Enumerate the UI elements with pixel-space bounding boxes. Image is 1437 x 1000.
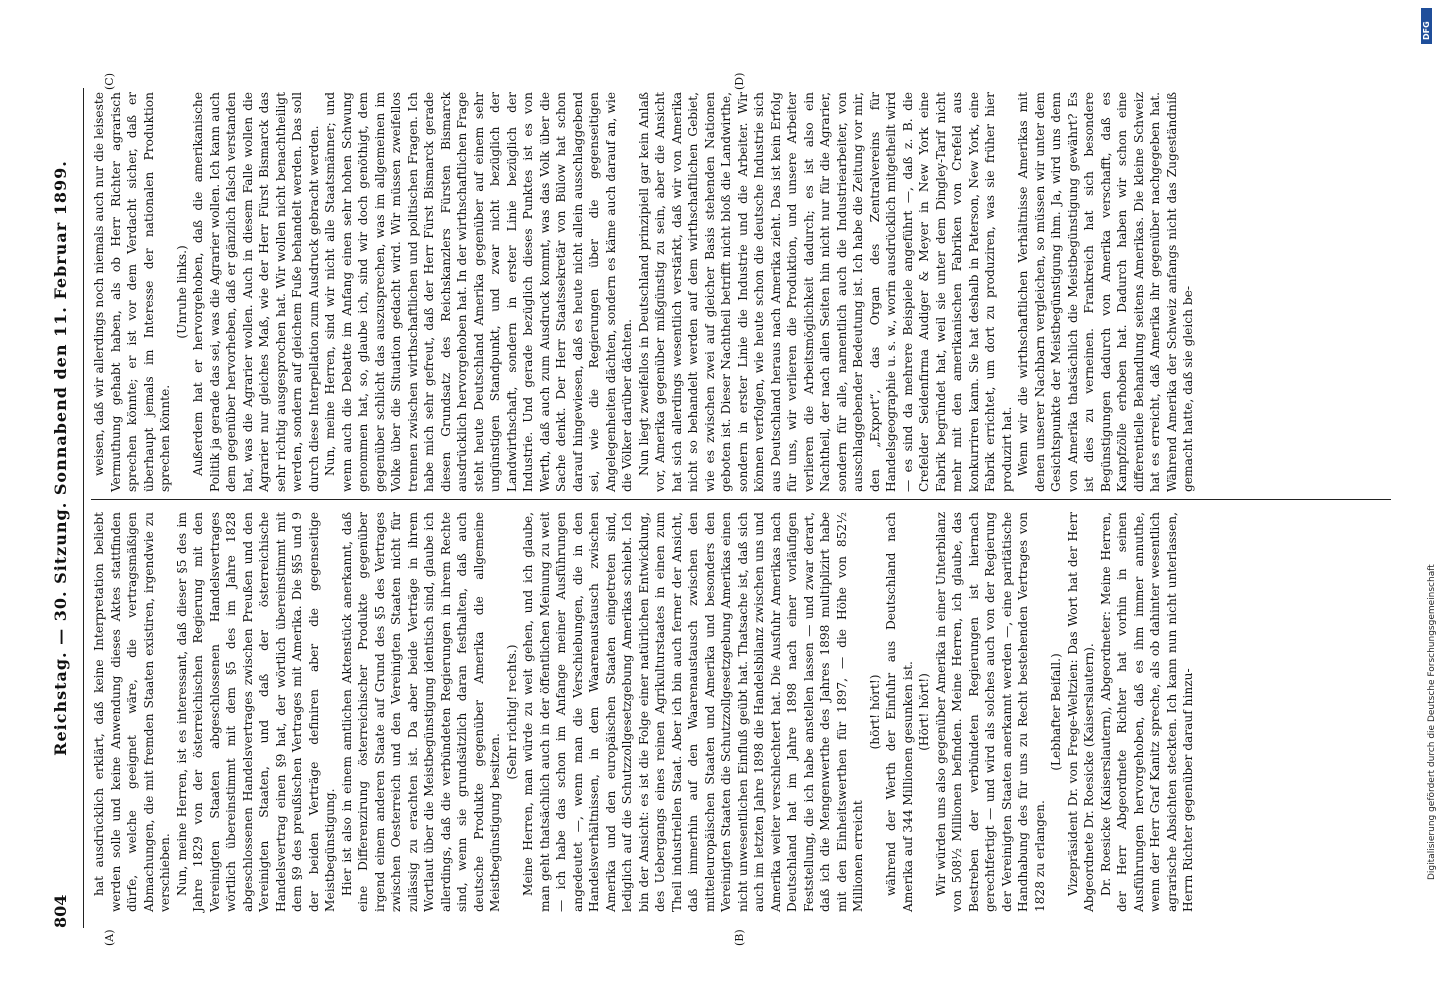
paragraph: Dr. Roesicke (Kaiserslautern), Abgeordneter: Meine Herren, der Herr Abgeordnete Richter hat vorhin in seinen Ausführungen hervorgehoben, daß es ihm immer annuthe, wenn der Herr Graf Kanitz spreche, als ob dahinter wesentlich agrarische Absichten steckten. Ich kann nun nicht unterlassen, Herrn Richter gegenüber darauf hinzu- bbox=[1098, 512, 1195, 912]
interjection: (Unruhe links.) bbox=[174, 245, 189, 339]
paragraph: Wir würden uns also gegenüber Amerika in einer Unterbilanz von 508½ Millionen befinden. Meine Herren, ich glaube, das Bestreben der verbündeten Regierungen ist hiernach gerechtfertigt — und wird als solches auch von der Regierung der Vereinigten Staaten anerkannt werden —, eine paritätische Handhabung des für uns zu Recht bestehenden Vertrages von 1828 zu erlangen. bbox=[933, 512, 1047, 912]
page-header bbox=[43, 88, 79, 928]
paragraph: Wenn wir die wirthschaftlichen Verhältnisse Amerikas mit denen unserer Nachbarn vergleichen, so müssen wir unter dem Gesichtspunkte der Meistbegünstigung ihm. Ja, wird uns denn von Amerika thatsächlich die Meistbegünstigung gewährt? Es ist dies zu verneinen. Frankreich hat sich besondere Begünstigungen dadurch von Amerika verschafft, daß es Kampfzölle erhoben hat. Dadurch haben wir schon eine differentielle Behandlung seitens Amerikas. Die kleine Schweiz hat es erreicht, daß Amerika ihr gegenüber nachgegeben hat. Während Amerika der Schweiz anfangs nicht das Zugeständniß gemacht hatte, daß sie gleich be- bbox=[1016, 92, 1195, 492]
paragraph: Meine Herren, man würde zu weit gehen, und ich glaube, man geht thatsächlich auch in der öffentlichen Meinung zu weit — ich habe das schon im Anfange meiner Ausführungen angedeutet —, wenn man die Verschiebungen, die in den Handelsverhältnissen, in dem Waarenaustausch zwischen Amerika und den europäischen Staaten eingetreten sind, lediglich auf die Schutzzollgesetzgebung Amerikas schiebt. Ich bin der Ansicht: es ist die Folge einer natürlichen Entwicklung, des Uebergangs eines reinen Agrikulturstaates in einen zum Theil industriellen Staat. Aber ich bin auch ferner der Ansicht, daß immerhin auf den Waarenaustausch zwischen den mitteleuropäischen Staaten und Amerika und besonders den Vereinigten Staaten die Schutzzollgesetzgebung Amerikas einen nicht unwesentlichen Einfluß geübt hat. Thatsache ist, daß sich auch im letzten Jahre 1898 die Handelsbilanz zwischen uns und Amerika weiter verschlechtert hat. Die Ausfuhr Amerikas nach Deutschland hat im Jahre 1898 nach einer vorläufigen Feststellung, die ich habe anstellen lassen — und zwar derart, daß ich die Mengenwerthe des Jahres 1898 multiplizirt habe mit den Einheitswerthen für 1897, — die Höhe von 852½ Millionen erreicht bbox=[521, 512, 865, 912]
interjection: (Hört! hört!) bbox=[917, 673, 931, 751]
paragraph: Vizepräsident Dr. von Frege-Weltzien: Das Wort hat der Herr Abgeordnete Dr. Roesicke (Kaiserslautern). bbox=[1065, 512, 1096, 912]
page-title: Reichstag. — 30. Sitzung. Sonnabend den 11. Februar 1899. bbox=[51, 160, 70, 756]
paragraph: Außerdem hat er hervorgehoben, daß die amerikanische Politik ja gerade das sei, was die Agrarier wollen. Ich kann auch dem gegenüber hervorheben, daß er gänzlich falsch verstanden hat, was die Agrarier wollen. Auch in diesem Falle wollen die Agrarier nur gleiches Maß, wie der Herr Fürst Bismarck das sehr richtig ausgesprochen hat. Wir wollen nicht benachtheiligt werden, sondern auf gleichem Fuße behandelt werden. Das soll durch diese Interpellation zum Ausdruck gebracht werden. bbox=[191, 92, 321, 492]
page-number: 804 bbox=[51, 894, 70, 928]
digitization-credit: Digitalisierung gefördert durch die Deutsche Forschungsgemeinschaft bbox=[1427, 564, 1437, 880]
paragraph: Nun, meine Herren, sind wir nicht alle Staatsmänner; und wenn auch die Debatte im Anfang einen sehr hohen Schwung genommen hat, so, glaube ich, sind wir doch genöthigt, dem gegenüber schlicht das auszusprechen, was im allgemeinen im Volke über die Situation gedacht wird. Wir müssen zweifellos trennen zwischen wirthschaftlichen und politischen Fragen. Ich habe mich sehr gefreut, daß der Herr Fürst Bismarck gerade diesen Grundsatz des Reichskanzlers Fürsten Bismarck ausdrücklich hervorgehoben hat. In der wirthschaftlichen Frage steht heute Deutschland Amerika gegenüber auf einem sehr ungünstigen Standpunkt, und zwar nicht bezüglich der Landwirthschaft, sondern in erster Linie bezüglich der Industrie. Und gerade bezüglich dieses Punktes ist es von Werth, daß auch zum Ausdruck kommt, was das Volk über die Sache denkt. Der Herr Staatssekretär von Bülow hat schon darauf hingewiesen, daß es heute nicht allein ausschlaggebend sei, wie die Regierungen über die gegenseitigen Angelegenheiten dächten, sondern es käme auch darauf an, wie die Völker darüber dächten. bbox=[323, 92, 634, 492]
margin-marker-a: (A) bbox=[103, 929, 116, 946]
margin-marker-c: (C) bbox=[103, 73, 116, 90]
dfg-logo: DFG bbox=[1421, 8, 1432, 44]
column-divider bbox=[91, 499, 1391, 500]
interjection: (hört! hört!) bbox=[867, 674, 882, 750]
paragraph: Hier ist also in einem amtlichen Aktenstück anerkannt, daß eine Differenzirung österreichischer Produkte gegenüber irgend einem anderen Staate auf Grund des §5 des Vertrages zwischen Oesterreich und den Vereinigten Staaten nicht für zulässig zu erachten ist. Da aber beide Verträge in ihrem Wortlaut über die Meistbegünstigung identisch sind, glaube ich allerdings, daß die verbündeten Regierungen in ihrem Rechte sind, wenn sie grundsätzlich daran festhalten, daß auch deutsche Produkte gegenüber Amerika die allgemeine Meistbegünstigung besitzen. bbox=[339, 512, 502, 912]
paragraph: während der Werth der Einfuhr aus Deutschland nach Amerika auf 344 Millionen gesunken ist. bbox=[884, 512, 915, 912]
text-column-left bbox=[91, 512, 1391, 912]
margin-marker-b: (B) bbox=[733, 929, 746, 946]
rotated-page bbox=[43, 68, 1403, 948]
interjection: (Sehr richtig! rechts.) bbox=[504, 644, 519, 780]
header-rule bbox=[83, 88, 84, 928]
interjection: (Lebhafter Beifall.) bbox=[1049, 653, 1063, 771]
text-column-right bbox=[91, 92, 1391, 492]
paragraph: Nun, meine Herren, ist es interessant, daß dieser §5 des im Jahre 1829 von der österreichischen Regierung mit den Vereinigten Staaten abgeschlossenen Handelsvertrages wörtlich übereinstimmt mit dem §5 des im Jahre 1828 abgeschlossenen Handelsvertrages zwischen Preußen und den Vereinigten Staaten, und daß der österreichische Handelsvertrag einen §9 hat, der wörtlich übereinstimmt mit dem §9 des preußischen Vertrages mit Amerika. Die §§5 und 9 der beiden Verträge definiren aber die gegenseitige Meistbegünstigung. bbox=[174, 512, 337, 912]
margin-marker-d: (D) bbox=[733, 72, 746, 90]
paragraph: hat ausdrücklich erklärt, daß keine Interpretation beliebt werden solle und keine Anwendung dieses Aktes stattfinden dürfe, welche geeignet wäre, die vertragsmäßigen Abmachungen, die mit fremden Staaten existiren, irgendwie zu verschieben. bbox=[92, 512, 172, 912]
paragraph: weisen, daß wir allerdings noch niemals auch nur die leiseste Vermuthung gehabt haben, als ob Herr Richter agrarisch sprechen könnte; er ist vor dem Verdacht sicher, daß er überhaupt jemals im Interesse der nationalen Produktion sprechen könnte. bbox=[92, 92, 172, 492]
paragraph: Nun liegt zweifellos in Deutschland prinzipiell gar kein Anlaß vor, Amerika gegenüber mißgünstig zu sein, aber die Ansicht hat sich allerdings wesentlich verstärkt, daß wir von Amerika nicht so behandelt werden auf dem wirthschaftlichen Gebiet, wie es zwischen zwei auf gleicher Basis stehenden Nationen geboten ist. Dieser Nachtheil betrifft nicht bloß die Landwirthe, sondern in erster Linie die Industrie und die Arbeiter. Wir können verfolgen, wie heute schon die deutsche Industrie sich aus Deutschland heraus nach Amerika zieht. Das ist kein Erfolg für uns, wir verlieren die Produktion, und unsere Arbeiter verlieren die Arbeitsmöglichkeit dadurch; es ist also ein Nachtheil, der nach allen Seiten hin nicht nur für die Agrarier, sondern für alle, namentlich auch die Industriearbeiter, von ausschlaggebender Bedeutung ist. Ich habe die Zeitung vor mir, den „Export“, das Organ des Zentralvereins für Handelsgeographie u. s. w., worin ausdrücklich mitgetheilt wird — es sind da mehrere Beispiele angeführt —, daß z. B. die Crefelder Seidenfirma Audiger & Meyer in New York eine Fabrik begründet hat, weil sie unter dem Dingley-Tarif nicht mehr mit den amerikanischen Fabriken von Crefeld aus konkurriren kann. Sie hat deshalb in Paterson, New York, eine Fabrik errichtet, um dort zu produziren, was sie früher hier produzirt hat. bbox=[636, 92, 1014, 492]
